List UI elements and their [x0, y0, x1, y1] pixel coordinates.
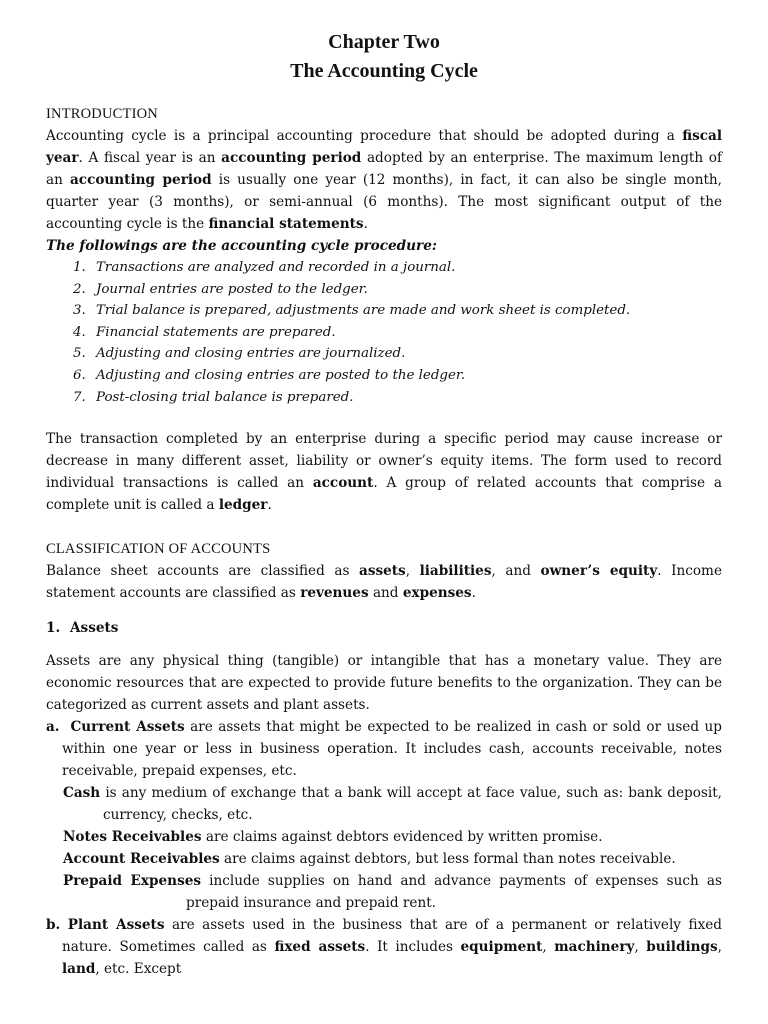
procedure-heading: The followings are the accounting cycle procedure:: [46, 238, 437, 254]
transaction-paragraph: The transaction completed by an enterprise during a specific period may cause increase or decrease in many different asset, liability or owner’s equity items. The form used to record individual transactions is called an account. A group of related accounts that comprise a complete unit is called a ledger.: [46, 431, 723, 514]
intro-paragraph: Accounting cycle is a principal accounting procedure that should be adopted during a fiscal year. A fiscal year is an accounting period adopted by an enterprise. The maximum length of an accounting period is usually one year (12 months), in fact, it can also be single month, quarter year (3 months), or semi-annual (6 months). The most significant output of the accounting cycle is the financial statements.: [46, 128, 723, 232]
classification-paragraph: Balance sheet accounts are classified as assets, liabilities, and owner’s equity. Income statement accounts are classified as revenues and expenses.: [46, 563, 722, 602]
current-assets-item: a. Current Assets are assets that might be expected to be realized in cash or sold or used up within one year or less in business operation. It includes cash, accounts receivable, notes receivable, prepaid expenses, etc.: [46, 719, 722, 780]
list-item: 4. Financial statements are prepared.: [90, 322, 722, 344]
accounts-receivable-item: Account Receivables are claims against debtors, but less formal than notes receivable.: [63, 851, 676, 868]
procedure-list: [46, 257, 722, 408]
introduction-heading: INTRODUCTION: [46, 106, 158, 122]
list-item: 2. Journal entries are posted to the ledger.: [90, 279, 722, 301]
list-item: 6. Adjusting and closing entries are posted to the ledger.: [90, 365, 722, 387]
classification-heading: CLASSIFICATION OF ACCOUNTS: [46, 541, 271, 558]
list-item: 3. Trial balance is prepared, adjustments are made and work sheet is completed.: [90, 300, 722, 322]
chapter-number: Chapter Two: [328, 31, 440, 53]
assets-heading: 1. Assets: [46, 620, 119, 637]
plant-assets-item: b. Plant Assets are assets used in the business that are of a permanent or relatively fixed nature. Sometimes called as fixed assets. It includes equipment, machinery, buildings, land, etc. Except: [46, 917, 722, 978]
cash-item: Cash is any medium of exchange that a bank will accept at face value, such as: bank deposit, currency, checks, etc.: [63, 785, 722, 824]
list-item: 5. Adjusting and closing entries are journalized.: [90, 343, 722, 365]
list-item: 1. Transactions are analyzed and recorded in a journal.: [90, 257, 722, 279]
list-item: 7. Post-closing trial balance is prepared.: [90, 387, 722, 409]
chapter-title: The Accounting Cycle: [290, 60, 478, 82]
assets-paragraph: Assets are any physical thing (tangible) or intangible that has a monetary value. They are economic resources that are expected to provide future benefits to the organization. They can be categorized as current assets and plant assets.: [46, 653, 722, 714]
notes-receivable-item: Notes Receivables are claims against debtors evidenced by written promise.: [63, 829, 603, 846]
prepaid-expenses-item: Prepaid Expenses include supplies on hand and advance payments of expenses such as prepaid insurance and prepaid rent.: [63, 873, 722, 912]
